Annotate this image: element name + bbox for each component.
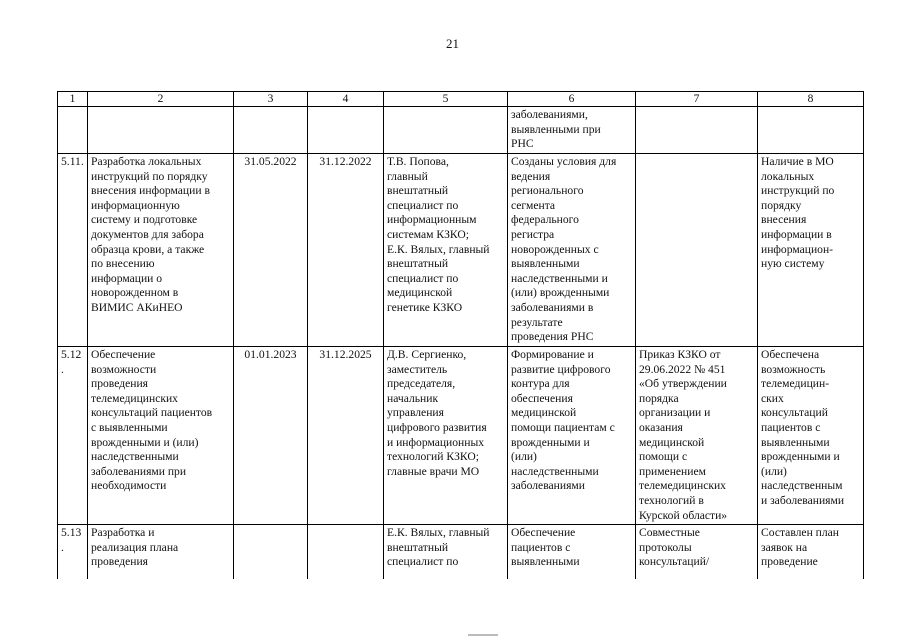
start-date bbox=[234, 525, 308, 580]
cell-line: систему и подготовке bbox=[91, 213, 198, 227]
cell-line: результате bbox=[511, 315, 563, 329]
start-date: 01.01.2023 bbox=[234, 347, 308, 525]
cell-line: Д.В. Сергиенко, bbox=[387, 348, 467, 361]
cell-line: помощи пациентам с bbox=[511, 420, 615, 434]
cell-line: проведение bbox=[761, 555, 818, 569]
cell-line: Составлен план bbox=[761, 526, 840, 540]
cell-line: новорожденном в bbox=[91, 286, 179, 300]
end-date: 31.12.2025 bbox=[308, 347, 384, 525]
cell-line: внештатный bbox=[387, 184, 449, 198]
cell-line: Приказ КЗКО от bbox=[639, 348, 721, 361]
cell-line: внештатный bbox=[387, 257, 449, 271]
item-number: 5.12. bbox=[58, 347, 88, 525]
cell-line: реализация плана bbox=[91, 540, 179, 554]
cell-line: инструкций по порядку bbox=[91, 169, 208, 183]
cell-line: федерального bbox=[511, 213, 579, 227]
cell-line: регистра bbox=[511, 227, 555, 241]
cell-line: ских bbox=[761, 391, 784, 405]
cell-line: заболеваниями bbox=[511, 479, 585, 493]
cell-line: медицинской bbox=[511, 406, 577, 420]
cell-line: Совместные bbox=[639, 526, 700, 540]
cell-line: инструкций по bbox=[761, 184, 835, 198]
table-cell bbox=[308, 107, 384, 154]
cell-line: выявленными bbox=[511, 555, 580, 569]
result-cell bbox=[508, 347, 636, 525]
responsible-cell bbox=[384, 347, 508, 525]
column-number: 2 bbox=[88, 92, 234, 107]
cell-line: Курской области» bbox=[639, 508, 728, 522]
cell-line: применением bbox=[639, 464, 706, 478]
cell-line: наследственными bbox=[511, 464, 599, 478]
start-date: 31.05.2022 bbox=[234, 154, 308, 347]
cell-line: и информационных bbox=[387, 435, 485, 449]
table-cell bbox=[636, 107, 758, 154]
cell-line: телемедицинских bbox=[639, 479, 726, 493]
cell-line: Обеспечение bbox=[511, 526, 576, 540]
cell-line: пациентов с bbox=[761, 420, 821, 434]
column-number: 5 bbox=[384, 92, 508, 107]
table-cell bbox=[58, 107, 88, 154]
cell-line: внесения информации в bbox=[91, 184, 210, 198]
column-number: 1 bbox=[58, 92, 88, 107]
cell-line: специалист по bbox=[387, 198, 459, 212]
cell-line: консультаций bbox=[761, 406, 828, 420]
cell-line: (или) врожденными bbox=[511, 286, 610, 300]
document-cell bbox=[636, 154, 758, 347]
cell-line: заболеваниями, bbox=[511, 108, 588, 121]
cell-line: организации и bbox=[639, 406, 711, 420]
result-cell bbox=[508, 154, 636, 347]
cell-line: врожденными и bbox=[511, 435, 590, 449]
cell-line: начальник bbox=[387, 391, 439, 405]
cell-line: выявленными bbox=[511, 257, 580, 271]
cell-line: документов для забора bbox=[91, 227, 204, 241]
column-number-row bbox=[58, 92, 864, 107]
cell-line: контура для bbox=[511, 377, 570, 391]
cell-line: главные врачи МО bbox=[387, 464, 480, 478]
cell-line: наследственным bbox=[761, 479, 843, 493]
cell-line: Разработка и bbox=[91, 526, 155, 540]
cell-line: технологий КЗКО; bbox=[387, 450, 479, 464]
cell-line: Е.К. Вялых, главный bbox=[387, 242, 490, 256]
indicator-cell bbox=[758, 154, 864, 347]
cell-line: генетике КЗКО bbox=[387, 300, 463, 314]
cell-line: ную систему bbox=[761, 257, 825, 271]
cell-line: заместитель bbox=[387, 362, 448, 376]
cell-line: развитие цифрового bbox=[511, 362, 611, 376]
cell-line: специалист по bbox=[387, 555, 459, 569]
cell-line: возможности bbox=[91, 362, 157, 376]
cell-line: Е.К. Вялых, главный bbox=[387, 526, 490, 540]
cell-line: внесения bbox=[761, 213, 807, 227]
cell-line: помощи с bbox=[639, 450, 688, 464]
table-row bbox=[58, 154, 864, 347]
cell-line: заболеваниями в bbox=[511, 300, 594, 314]
responsible-cell bbox=[384, 154, 508, 347]
action-plan-table bbox=[57, 91, 864, 579]
cell-line: информации о bbox=[91, 271, 163, 285]
cell-line: управления bbox=[387, 406, 444, 420]
cell-line: информации в bbox=[761, 227, 832, 241]
column-number: 8 bbox=[758, 92, 864, 107]
result-cell bbox=[508, 107, 636, 154]
cell-line: (или) bbox=[761, 464, 787, 478]
table-cell bbox=[384, 107, 508, 154]
cell-line: образца крови, а также bbox=[91, 242, 205, 256]
column-number: 3 bbox=[234, 92, 308, 107]
cell-line: порядка bbox=[639, 391, 679, 405]
cell-line: локальных bbox=[761, 169, 815, 183]
cell-line: «Об утверждении bbox=[639, 377, 727, 391]
cell-line: выявленными при bbox=[511, 122, 601, 136]
cell-line: врожденными и bbox=[761, 450, 840, 464]
cell-line: внештатный bbox=[387, 540, 449, 554]
cell-line: оказания bbox=[639, 420, 683, 434]
cell-line: пациентов с bbox=[511, 540, 571, 554]
cell-line: технологий в bbox=[639, 493, 704, 507]
item-number: 5.13. bbox=[58, 525, 88, 580]
item-number: 5.11. bbox=[58, 154, 88, 347]
cell-line: Т.В. Попова, bbox=[387, 155, 449, 168]
cell-line: Формирование и bbox=[511, 348, 594, 361]
cell-line: возможность bbox=[761, 362, 826, 376]
end-date: 31.12.2022 bbox=[308, 154, 384, 347]
cell-line: консультаций/ bbox=[639, 555, 710, 569]
document-cell bbox=[636, 525, 758, 580]
cell-line: системам КЗКО; bbox=[387, 227, 469, 241]
continuation-row bbox=[58, 107, 864, 154]
cell-line: председателя, bbox=[387, 377, 456, 391]
cell-line: и заболеваниями bbox=[761, 493, 845, 507]
cell-line: сегмента bbox=[511, 198, 556, 212]
cell-line: Обеспечена bbox=[761, 348, 820, 361]
table-cell bbox=[88, 107, 234, 154]
column-number: 6 bbox=[508, 92, 636, 107]
cell-line: цифрового развития bbox=[387, 420, 487, 434]
cell-line: наследственными bbox=[91, 450, 179, 464]
cell-line: проведения РНС bbox=[511, 330, 594, 344]
cell-line: проведения bbox=[91, 555, 148, 569]
cell-line: ВИМИС АКиНЕО bbox=[91, 300, 183, 314]
cell-line: Созданы условия для bbox=[511, 155, 617, 168]
indicator-cell bbox=[758, 347, 864, 525]
task-cell bbox=[88, 525, 234, 580]
cell-line: заявок на bbox=[761, 540, 808, 554]
cell-line: телемедицин- bbox=[761, 377, 830, 391]
cell-line: протоколы bbox=[639, 540, 692, 554]
cell-line: Обеспечение bbox=[91, 348, 156, 361]
cell-line: 29.06.2022 № 451 bbox=[639, 362, 726, 376]
cell-line: необходимости bbox=[91, 479, 167, 493]
table-cell bbox=[234, 107, 308, 154]
cell-line: телемедицинских bbox=[91, 391, 178, 405]
cell-line: РНС bbox=[511, 137, 534, 151]
cell-line: ведения bbox=[511, 169, 551, 183]
page-number: 21 bbox=[446, 36, 459, 51]
cell-line: медицинской bbox=[639, 435, 705, 449]
cell-line: обеспечения bbox=[511, 391, 573, 405]
cell-line: главный bbox=[387, 169, 428, 183]
cell-line: порядку bbox=[761, 198, 802, 212]
cell-line: врожденными и (или) bbox=[91, 435, 199, 449]
cell-line: с выявленными bbox=[91, 420, 168, 434]
cell-line: новорожденных с bbox=[511, 242, 599, 256]
cell-line: наследственными и bbox=[511, 271, 608, 285]
table-row bbox=[58, 525, 864, 580]
result-cell bbox=[508, 525, 636, 580]
cell-line: информационным bbox=[387, 213, 477, 227]
cell-line: проведения bbox=[91, 377, 148, 391]
cell-line: выявленными bbox=[761, 435, 830, 449]
cell-line: (или) bbox=[511, 450, 537, 464]
cell-line: специалист по bbox=[387, 271, 459, 285]
cell-line: регионального bbox=[511, 184, 584, 198]
cell-line: Наличие в МО bbox=[761, 155, 834, 168]
cell-line: информацион- bbox=[761, 242, 834, 256]
end-date bbox=[308, 525, 384, 580]
table-row bbox=[58, 347, 864, 525]
cell-line: Разработка локальных bbox=[91, 155, 202, 168]
cell-line: информационную bbox=[91, 198, 180, 212]
cell-line: заболеваниями при bbox=[91, 464, 187, 478]
cell-line: консультаций пациентов bbox=[91, 406, 213, 420]
cell-line: по внесению bbox=[91, 257, 155, 271]
scan-artifact bbox=[468, 634, 498, 636]
document-cell bbox=[636, 347, 758, 525]
task-cell bbox=[88, 154, 234, 347]
responsible-cell bbox=[384, 525, 508, 580]
task-cell bbox=[88, 347, 234, 525]
column-number: 7 bbox=[636, 92, 758, 107]
column-number: 4 bbox=[308, 92, 384, 107]
indicator-cell bbox=[758, 525, 864, 580]
table-cell bbox=[758, 107, 864, 154]
cell-line: медицинской bbox=[387, 286, 453, 300]
